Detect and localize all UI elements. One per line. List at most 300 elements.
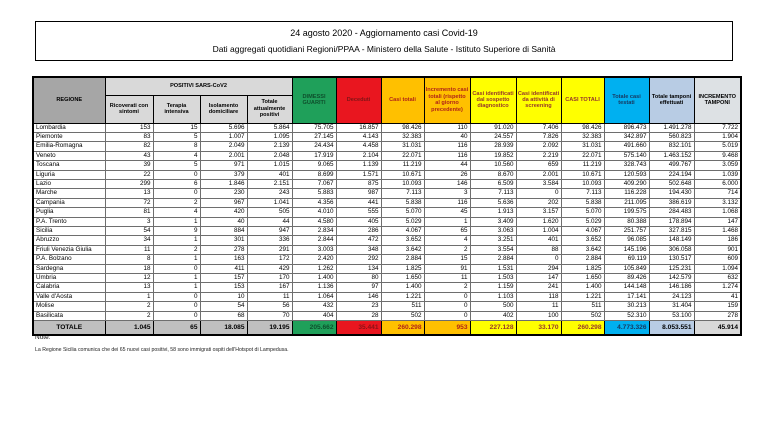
value-cell-isolamento: 411 <box>200 264 247 273</box>
value-cell-testati: 69.119 <box>604 255 649 264</box>
value-cell-tot_positivi: 56 <box>247 302 292 311</box>
value-cell-testati: 491.660 <box>604 142 649 151</box>
region-name: Toscana <box>33 161 105 170</box>
value-cell-tot_positivi: 505 <box>247 208 292 217</box>
value-cell-incr_tamponi: 41 <box>694 292 741 301</box>
value-cell-terapia: 1 <box>153 283 200 292</box>
total-cell-tamponi: 8.053.551 <box>649 321 694 336</box>
value-cell-deceduti: 987 <box>336 189 381 198</box>
value-cell-incremento: 116 <box>424 198 470 207</box>
value-cell-dimessi: 24.434 <box>292 142 336 151</box>
value-cell-casi_totali_2: 5.070 <box>561 208 604 217</box>
value-cell-deceduti: 2.104 <box>336 151 381 160</box>
value-cell-testati: 211.095 <box>604 198 649 207</box>
value-cell-incremento: 2 <box>424 283 470 292</box>
value-cell-tamponi: 24.123 <box>649 292 694 301</box>
value-cell-sospetto: 5.636 <box>470 198 516 207</box>
value-cell-deceduti: 23 <box>336 302 381 311</box>
header-totale-casi-testati: Totale casi testati <box>604 77 649 123</box>
value-cell-terapia: 2 <box>153 198 200 207</box>
table-row <box>33 208 741 217</box>
table-body <box>33 123 741 321</box>
value-cell-screening: 1.004 <box>516 226 561 235</box>
value-cell-ricoverati: 43 <box>105 151 153 160</box>
value-cell-testati: 575.140 <box>604 151 649 160</box>
value-cell-isolamento: 971 <box>200 161 247 170</box>
table-row <box>33 302 741 311</box>
value-cell-dimessi: 17.919 <box>292 151 336 160</box>
table-row <box>33 255 741 264</box>
value-cell-casi_totali_2: 3.642 <box>561 245 604 254</box>
value-cell-incr_tamponi: 1.904 <box>694 132 741 141</box>
header-regione: REGIONE <box>33 77 105 123</box>
value-cell-screening: 1.620 <box>516 217 561 226</box>
value-cell-incr_tamponi: 1.068 <box>694 208 741 217</box>
value-cell-casi_totali_2: 2.884 <box>561 255 604 264</box>
value-cell-isolamento: 40 <box>200 217 247 226</box>
value-cell-incremento: 146 <box>424 179 470 188</box>
value-cell-casi_totali_2: 3.652 <box>561 236 604 245</box>
value-cell-tamponi: 31.404 <box>649 302 694 311</box>
value-cell-dimessi: 432 <box>292 302 336 311</box>
value-cell-isolamento: 420 <box>200 208 247 217</box>
value-cell-dimessi: 1.400 <box>292 274 336 283</box>
header-totale-attualmente-positivi: Totale attualmente positivi <box>247 95 292 123</box>
value-cell-terapia: 4 <box>153 208 200 217</box>
value-cell-dimessi: 1.064 <box>292 292 336 301</box>
value-cell-testati: 199.575 <box>604 208 649 217</box>
covid-data-table-wrapper <box>32 76 742 336</box>
value-cell-casi_totali_2: 511 <box>561 302 604 311</box>
value-cell-casi_totali: 1.221 <box>381 292 424 301</box>
value-cell-testati: 52.310 <box>604 311 649 320</box>
value-cell-deceduti: 555 <box>336 208 381 217</box>
value-cell-testati: 251.757 <box>604 226 649 235</box>
value-cell-casi_totali_2: 32.383 <box>561 132 604 141</box>
note-text: La Regione Sicilia comunica che dei 65 nuovi casi positivi, 58 sono immigrati ospiti dell'Hotspot di Lampedusa. <box>35 347 289 353</box>
value-cell-tamponi: 1.463.152 <box>649 151 694 160</box>
value-cell-tamponi: 1.491.278 <box>649 123 694 132</box>
value-cell-incr_tamponi: 7.722 <box>694 123 741 132</box>
value-cell-tot_positivi: 2.151 <box>247 179 292 188</box>
value-cell-sospetto: 3.063 <box>470 226 516 235</box>
table-row <box>33 217 741 226</box>
value-cell-dimessi: 1.136 <box>292 283 336 292</box>
value-cell-ricoverati: 81 <box>105 208 153 217</box>
value-cell-tamponi: 306.058 <box>649 245 694 254</box>
total-cell-deceduti: 35.441 <box>336 321 381 336</box>
value-cell-isolamento: 2.049 <box>200 142 247 151</box>
value-cell-tot_positivi: 401 <box>247 170 292 179</box>
value-cell-tot_positivi: 947 <box>247 226 292 235</box>
value-cell-tot_positivi: 1.095 <box>247 132 292 141</box>
value-cell-dimessi: 2.420 <box>292 255 336 264</box>
value-cell-tot_positivi: 5.864 <box>247 123 292 132</box>
value-cell-dimessi: 8.699 <box>292 170 336 179</box>
header-casi-sospetto-diagnostico: Casi identificati dal sospetto diagnostico <box>470 77 516 123</box>
table-row <box>33 151 741 160</box>
value-cell-dimessi: 4.010 <box>292 208 336 217</box>
value-cell-sospetto: 19.852 <box>470 151 516 160</box>
value-cell-casi_totali_2: 31.031 <box>561 142 604 151</box>
region-name: Valle d'Aosta <box>33 292 105 301</box>
value-cell-isolamento: 301 <box>200 236 247 245</box>
value-cell-casi_totali_2: 7.113 <box>561 189 604 198</box>
total-cell-sospetto: 227.128 <box>470 321 516 336</box>
value-cell-testati: 896.473 <box>604 123 649 132</box>
value-cell-sospetto: 1.159 <box>470 283 516 292</box>
value-cell-deceduti: 97 <box>336 283 381 292</box>
region-name: Campania <box>33 198 105 207</box>
value-cell-deceduti: 405 <box>336 217 381 226</box>
value-cell-incremento: 0 <box>424 311 470 320</box>
value-cell-deceduti: 28 <box>336 311 381 320</box>
value-cell-isolamento: 68 <box>200 311 247 320</box>
value-cell-casi_totali_2: 1.825 <box>561 264 604 273</box>
value-cell-testati: 17.141 <box>604 292 649 301</box>
value-cell-incr_tamponi: 9.468 <box>694 151 741 160</box>
value-cell-casi_totali: 3.642 <box>381 245 424 254</box>
value-cell-sospetto: 1.913 <box>470 208 516 217</box>
value-cell-incremento: 15 <box>424 255 470 264</box>
table-row <box>33 198 741 207</box>
value-cell-screening: 401 <box>516 236 561 245</box>
value-cell-incremento: 65 <box>424 226 470 235</box>
value-cell-incremento: 116 <box>424 151 470 160</box>
value-cell-isolamento: 163 <box>200 255 247 264</box>
value-cell-deceduti: 1.139 <box>336 161 381 170</box>
value-cell-incremento: 110 <box>424 123 470 132</box>
header-terapia-intensiva: Terapia intensiva <box>153 95 200 123</box>
table-foot <box>33 321 741 336</box>
value-cell-tamponi: 327.815 <box>649 226 694 235</box>
header-deceduti: Deceduti <box>336 77 381 123</box>
region-name: Veneto <box>33 151 105 160</box>
value-cell-screening: 294 <box>516 264 561 273</box>
value-cell-sospetto: 28.939 <box>470 142 516 151</box>
value-cell-casi_totali: 4.067 <box>381 226 424 235</box>
table-row <box>33 283 741 292</box>
value-cell-isolamento: 379 <box>200 170 247 179</box>
value-cell-incr_tamponi: 632 <box>694 274 741 283</box>
value-cell-terapia: 0 <box>153 170 200 179</box>
value-cell-casi_totali_2: 4.067 <box>561 226 604 235</box>
value-cell-tot_positivi: 243 <box>247 189 292 198</box>
value-cell-deceduti: 348 <box>336 245 381 254</box>
total-cell-isolamento: 18.085 <box>200 321 247 336</box>
value-cell-ricoverati: 2 <box>105 302 153 311</box>
value-cell-casi_totali: 7.113 <box>381 189 424 198</box>
value-cell-screening: 88 <box>516 245 561 254</box>
covid-data-table <box>32 76 742 336</box>
value-cell-sospetto: 3.554 <box>470 245 516 254</box>
value-cell-casi_totali_2: 98.426 <box>561 123 604 132</box>
value-cell-terapia: 5 <box>153 132 200 141</box>
value-cell-terapia: 1 <box>153 274 200 283</box>
region-name: Sicilia <box>33 226 105 235</box>
value-cell-isolamento: 153 <box>200 283 247 292</box>
region-name: P.A. Trento <box>33 217 105 226</box>
value-cell-screening: 0 <box>516 189 561 198</box>
region-name: Sardegna <box>33 264 105 273</box>
value-cell-casi_totali_2: 5.029 <box>561 217 604 226</box>
report-title-box <box>35 21 733 61</box>
value-cell-deceduti: 472 <box>336 236 381 245</box>
value-cell-incr_tamponi: 159 <box>694 302 741 311</box>
value-cell-deceduti: 4.143 <box>336 132 381 141</box>
value-cell-dimessi: 4.356 <box>292 198 336 207</box>
value-cell-incr_tamponi: 3.059 <box>694 161 741 170</box>
value-cell-casi_totali: 22.071 <box>381 151 424 160</box>
value-cell-sospetto: 91.020 <box>470 123 516 132</box>
value-cell-incr_tamponi: 1.468 <box>694 226 741 235</box>
value-cell-casi_totali: 11.219 <box>381 161 424 170</box>
value-cell-dimessi: 75.705 <box>292 123 336 132</box>
total-cell-casi_totali_2: 260.298 <box>561 321 604 336</box>
value-cell-sospetto: 3.409 <box>470 217 516 226</box>
value-cell-isolamento: 2.001 <box>200 151 247 160</box>
header-incremento-casi: Incremento casi totali (rispetto al giorno precedente) <box>424 77 470 123</box>
table-row <box>33 292 741 301</box>
value-cell-incremento: 116 <box>424 142 470 151</box>
value-cell-screening: 241 <box>516 283 561 292</box>
value-cell-testati: 30.213 <box>604 302 649 311</box>
value-cell-ricoverati: 1 <box>105 292 153 301</box>
value-cell-testati: 120.593 <box>604 170 649 179</box>
value-cell-tamponi: 502.648 <box>649 179 694 188</box>
region-name: Friuli Venezia Giulia <box>33 245 105 254</box>
value-cell-tamponi: 146.186 <box>649 283 694 292</box>
region-name: Puglia <box>33 208 105 217</box>
value-cell-tamponi: 832.101 <box>649 142 694 151</box>
value-cell-sospetto: 2.884 <box>470 255 516 264</box>
table-row <box>33 226 741 235</box>
value-cell-sospetto: 3.251 <box>470 236 516 245</box>
value-cell-tot_positivi: 291 <box>247 245 292 254</box>
value-cell-testati: 105.849 <box>604 264 649 273</box>
value-cell-ricoverati: 39 <box>105 161 153 170</box>
value-cell-ricoverati: 72 <box>105 198 153 207</box>
value-cell-casi_totali: 2.884 <box>381 255 424 264</box>
value-cell-screening: 11 <box>516 302 561 311</box>
region-name: Calabria <box>33 283 105 292</box>
value-cell-testati: 144.148 <box>604 283 649 292</box>
region-name: Umbria <box>33 274 105 283</box>
value-cell-screening: 100 <box>516 311 561 320</box>
value-cell-dimessi: 1.262 <box>292 264 336 273</box>
value-cell-incremento: 0 <box>424 292 470 301</box>
value-cell-tamponi: 224.194 <box>649 170 694 179</box>
value-cell-screening: 147 <box>516 274 561 283</box>
value-cell-casi_totali: 502 <box>381 311 424 320</box>
value-cell-screening: 659 <box>516 161 561 170</box>
value-cell-casi_totali: 1.400 <box>381 283 424 292</box>
value-cell-casi_totali: 32.383 <box>381 132 424 141</box>
value-cell-tamponi: 130.517 <box>649 255 694 264</box>
value-cell-screening: 0 <box>516 255 561 264</box>
value-cell-tamponi: 560.823 <box>649 132 694 141</box>
header-incremento-tamponi: INCREMENTO TAMPONI <box>694 77 741 123</box>
value-cell-ricoverati: 82 <box>105 142 153 151</box>
value-cell-isolamento: 230 <box>200 189 247 198</box>
value-cell-incr_tamponi: 3.132 <box>694 198 741 207</box>
value-cell-terapia: 1 <box>153 255 200 264</box>
region-name: P.A. Bolzano <box>33 255 105 264</box>
total-label: TOTALE <box>33 321 105 336</box>
value-cell-incr_tamponi: 901 <box>694 245 741 254</box>
value-cell-sospetto: 402 <box>470 311 516 320</box>
total-cell-casi_totali: 260.298 <box>381 321 424 336</box>
value-cell-sospetto: 1.103 <box>470 292 516 301</box>
header-casi-screening: Casi identificati da attività di screening <box>516 77 561 123</box>
value-cell-terapia: 15 <box>153 123 200 132</box>
value-cell-testati: 409.290 <box>604 179 649 188</box>
value-cell-dimessi: 7.067 <box>292 179 336 188</box>
value-cell-tot_positivi: 336 <box>247 236 292 245</box>
value-cell-tot_positivi: 170 <box>247 274 292 283</box>
value-cell-screening: 202 <box>516 198 561 207</box>
value-cell-testati: 342.897 <box>604 132 649 141</box>
value-cell-incremento: 45 <box>424 208 470 217</box>
value-cell-dimessi: 4.580 <box>292 217 336 226</box>
value-cell-tamponi: 178.894 <box>649 217 694 226</box>
value-cell-tot_positivi: 11 <box>247 292 292 301</box>
value-cell-testati: 89.426 <box>604 274 649 283</box>
value-cell-incremento: 1 <box>424 217 470 226</box>
value-cell-terapia: 0 <box>153 189 200 198</box>
value-cell-ricoverati: 299 <box>105 179 153 188</box>
value-cell-sospetto: 24.557 <box>470 132 516 141</box>
value-cell-sospetto: 6.509 <box>470 179 516 188</box>
value-cell-casi_totali_2: 11.219 <box>561 161 604 170</box>
total-cell-screening: 33.170 <box>516 321 561 336</box>
value-cell-casi_totali: 31.031 <box>381 142 424 151</box>
value-cell-screening: 2.219 <box>516 151 561 160</box>
value-cell-ricoverati: 34 <box>105 236 153 245</box>
region-name: Abruzzo <box>33 236 105 245</box>
value-cell-incr_tamponi: 1.274 <box>694 283 741 292</box>
value-cell-incremento: 44 <box>424 161 470 170</box>
table-row <box>33 170 741 179</box>
value-cell-testati: 96.085 <box>604 236 649 245</box>
header-dimessi-guariti: DIMESSI GUARITI <box>292 77 336 123</box>
table-row <box>33 123 741 132</box>
value-cell-sospetto: 7.113 <box>470 189 516 198</box>
value-cell-isolamento: 967 <box>200 198 247 207</box>
value-cell-terapia: 0 <box>153 302 200 311</box>
header-casi-totali: Casi totali <box>381 77 424 123</box>
value-cell-screening: 7.826 <box>516 132 561 141</box>
table-row <box>33 142 741 151</box>
report-title-line2: Dati aggregati quotidiani Regioni/PPAA - Ministero della Salute - Istituto Superiore di Sanità <box>212 44 556 54</box>
value-cell-incremento: 40 <box>424 132 470 141</box>
value-cell-incremento: 11 <box>424 274 470 283</box>
value-cell-casi_totali: 98.426 <box>381 123 424 132</box>
value-cell-tot_positivi: 2.048 <box>247 151 292 160</box>
value-cell-screening: 7.406 <box>516 123 561 132</box>
value-cell-deceduti: 16.857 <box>336 123 381 132</box>
value-cell-ricoverati: 2 <box>105 311 153 320</box>
value-cell-incremento: 26 <box>424 170 470 179</box>
value-cell-deceduti: 134 <box>336 264 381 273</box>
value-cell-incr_tamponi: 714 <box>694 189 741 198</box>
table-row <box>33 236 741 245</box>
value-cell-incr_tamponi: 1.039 <box>694 170 741 179</box>
value-cell-casi_totali_2: 1.400 <box>561 283 604 292</box>
value-cell-terapia: 0 <box>153 311 200 320</box>
value-cell-isolamento: 157 <box>200 274 247 283</box>
value-cell-ricoverati: 83 <box>105 132 153 141</box>
value-cell-casi_totali: 1.650 <box>381 274 424 283</box>
value-cell-testati: 145.196 <box>604 245 649 254</box>
value-cell-casi_totali: 3.652 <box>381 236 424 245</box>
value-cell-tamponi: 142.579 <box>649 274 694 283</box>
value-cell-incr_tamponi: 147 <box>694 217 741 226</box>
value-cell-screening: 2.001 <box>516 170 561 179</box>
value-cell-ricoverati: 13 <box>105 283 153 292</box>
table-row <box>33 161 741 170</box>
value-cell-incremento: 2 <box>424 245 470 254</box>
value-cell-casi_totali: 10.671 <box>381 170 424 179</box>
value-cell-tamponi: 386.619 <box>649 198 694 207</box>
region-name: Molise <box>33 302 105 311</box>
value-cell-terapia: 9 <box>153 226 200 235</box>
value-cell-sospetto: 500 <box>470 302 516 311</box>
value-cell-casi_totali_2: 10.671 <box>561 170 604 179</box>
header-totale-tamponi: Totale tamponi effettuati <box>649 77 694 123</box>
value-cell-dimessi: 27.145 <box>292 132 336 141</box>
table-row <box>33 179 741 188</box>
value-cell-isolamento: 278 <box>200 245 247 254</box>
header-isolamento-domiciliare: Isolamento domiciliare <box>200 95 247 123</box>
total-cell-incr_tamponi: 45.914 <box>694 321 741 336</box>
value-cell-casi_totali: 5.070 <box>381 208 424 217</box>
value-cell-incremento: 91 <box>424 264 470 273</box>
region-name: Emilia-Romagna <box>33 142 105 151</box>
table-row <box>33 189 741 198</box>
value-cell-isolamento: 1.846 <box>200 179 247 188</box>
value-cell-tot_positivi: 172 <box>247 255 292 264</box>
value-cell-casi_totali: 5.029 <box>381 217 424 226</box>
value-cell-screening: 3.157 <box>516 208 561 217</box>
value-cell-incremento: 4 <box>424 236 470 245</box>
value-cell-incremento: 0 <box>424 302 470 311</box>
value-cell-ricoverati: 22 <box>105 170 153 179</box>
header-casi-totali-2: CASI TOTALI <box>561 77 604 123</box>
value-cell-deceduti: 1.571 <box>336 170 381 179</box>
value-cell-tamponi: 194.430 <box>649 189 694 198</box>
value-cell-ricoverati: 12 <box>105 274 153 283</box>
value-cell-incremento: 3 <box>424 189 470 198</box>
value-cell-incr_tamponi: 278 <box>694 311 741 320</box>
value-cell-ricoverati: 18 <box>105 264 153 273</box>
value-cell-terapia: 5 <box>153 161 200 170</box>
value-cell-screening: 2.092 <box>516 142 561 151</box>
value-cell-screening: 118 <box>516 292 561 301</box>
value-cell-testati: 328.743 <box>604 161 649 170</box>
table-row <box>33 274 741 283</box>
value-cell-terapia: 8 <box>153 142 200 151</box>
value-cell-incr_tamponi: 6.000 <box>694 179 741 188</box>
table-row <box>33 132 741 141</box>
header-positivi-group: POSITIVI SARS-CoV2 <box>105 77 292 95</box>
value-cell-deceduti: 292 <box>336 255 381 264</box>
report-title-line1: 24 agosto 2020 - Aggiornamento casi Covid-19 <box>290 28 478 38</box>
region-name: Piemonte <box>33 132 105 141</box>
value-cell-incr_tamponi: 5.019 <box>694 142 741 151</box>
value-cell-tamponi: 284.483 <box>649 208 694 217</box>
total-cell-testati: 4.773.326 <box>604 321 649 336</box>
